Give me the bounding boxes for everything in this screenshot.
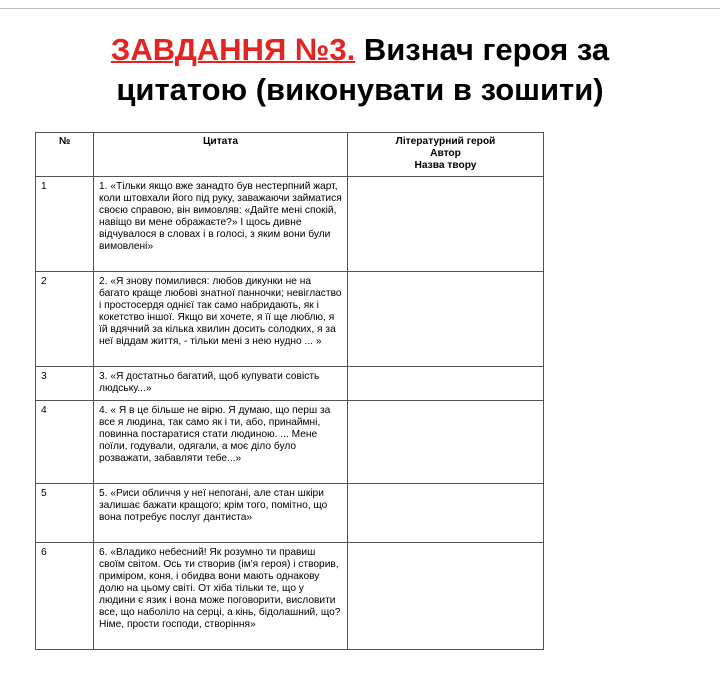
table-row bbox=[36, 177, 544, 272]
header-answer bbox=[348, 133, 544, 177]
header-number: № bbox=[36, 133, 94, 177]
row-answer-cell[interactable] bbox=[348, 272, 544, 367]
row-number: 3 bbox=[36, 367, 94, 401]
table-row bbox=[36, 272, 544, 367]
table-row bbox=[36, 543, 544, 650]
row-answer-cell[interactable] bbox=[348, 484, 544, 543]
row-number: 4 bbox=[36, 401, 94, 484]
row-quote: 5. «Риси обличчя у неї непогані, але стан шкіри залишає бажати кращого; крім того, помітно, що вона потребує послуг дантиста» bbox=[94, 484, 348, 543]
quotes-table bbox=[35, 132, 544, 650]
header-hero: Літературний герой bbox=[395, 136, 496, 147]
table-row bbox=[36, 401, 544, 484]
row-number: 5 bbox=[36, 484, 94, 543]
row-answer-cell[interactable] bbox=[348, 543, 544, 650]
header-quote: Цитата bbox=[94, 133, 348, 177]
row-number: 1 bbox=[36, 177, 94, 272]
header-work: Назва твору bbox=[414, 160, 477, 171]
row-quote: 2. «Я знову помилився: любов дикунки не на багато краще любові знатної панночки; невігластво і простосердя однієї так само набридають, як і кокетство іншої. Якщо ви хочете, я її ще люблю, я їй вдячний за кілька хвилин досить солодких, я за неї віддам життя, - тільки мені з нею нудно ... » bbox=[94, 272, 348, 367]
heading-line-2: цитатою (виконувати в зошити) bbox=[116, 72, 604, 107]
row-number: 2 bbox=[36, 272, 94, 367]
row-number: 6 bbox=[36, 543, 94, 650]
heading-text-1: Визнач героя за bbox=[355, 32, 610, 67]
row-answer-cell[interactable] bbox=[348, 177, 544, 272]
table-header-row bbox=[36, 133, 544, 177]
table-row bbox=[36, 484, 544, 543]
heading-line-1 bbox=[0, 30, 720, 70]
row-quote: 3. «Я достатньо багатий, щоб купувати совість людську...» bbox=[94, 367, 348, 401]
task-number: ЗАВДАННЯ №3. bbox=[110, 32, 356, 67]
row-quote: 6. «Владико небесний! Як розумно ти правиш своїм світом. Ось ти створив (ім'я героя) і створив, приміром, коня, і обидва вони мають однакову долю на цьому світі. От хіба тільки те, що у людини є язик і вона може поговорити, висловити все, що наболіло на серці, а кінь, бідолашний, що? Німе, прости господи, створіння» bbox=[94, 543, 348, 650]
row-answer-cell[interactable] bbox=[348, 401, 544, 484]
page-heading bbox=[0, 30, 720, 110]
row-quote: 1. «Тільки якщо вже занадто був нестерпний жарт, коли штовхали його під руку, заважаючи займатися своєю справою, він вимовляв: «Дайте мені спокій, навіщо ви мене ображаєте?» І щось дивне відчувалося в словах і в голосі, з яким вони були вимовлені» bbox=[94, 177, 348, 272]
table-row bbox=[36, 367, 544, 401]
row-quote: 4. « Я в це більше не вірю. Я думаю, що перш за все я людина, так само як і ти, або, принаймні, повинна постаратися стати людиною. ... Мене поїли, годували, одягали, а моє діло було розважати, забавляти тебе...» bbox=[94, 401, 348, 484]
row-answer-cell[interactable] bbox=[348, 367, 544, 401]
top-rule bbox=[0, 0, 720, 9]
header-author: Автор bbox=[430, 148, 461, 159]
